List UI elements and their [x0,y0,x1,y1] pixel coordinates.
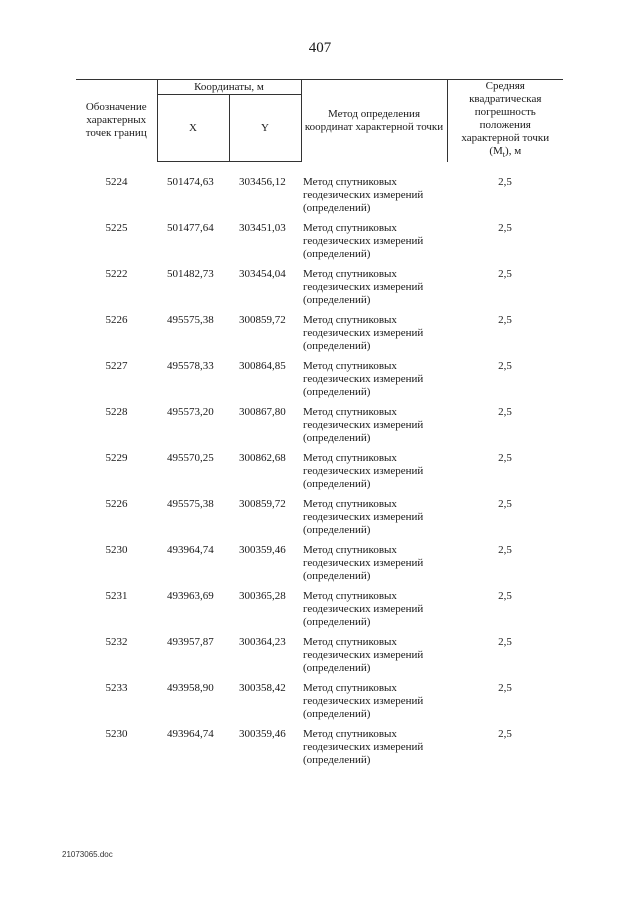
table-row [76,498,563,544]
table-row [76,268,563,314]
table-body [76,162,563,775]
cell-point: 5229 [105,452,128,464]
cell-x: 493957,87 [167,636,214,648]
cell-error: 2,5 [498,728,512,740]
cell-point: 5231 [105,590,128,602]
cell-method: Метод спутниковых геодезических измерений (определений) [303,636,424,674]
cell-method: Метод спутниковых геодезических измерений (определений) [303,452,424,490]
header-error-tail: ), м [505,145,522,158]
cell-y: 300358,42 [239,682,286,694]
table-row [76,728,563,774]
cell-method: Метод спутниковых геодезических измерений (определений) [303,406,424,444]
cell-x: 495578,33 [167,360,214,372]
header-error [447,80,563,162]
header-coordinates: Координаты, м [157,80,301,95]
cell-y: 300862,68 [239,452,286,464]
table-row [76,162,563,223]
cell-y: 303454,04 [239,268,286,280]
cell-x: 495575,38 [167,498,214,510]
header-error-main: Средняя квадратическая погрешность положения характерной точки (M [461,80,550,158]
cell-method: Метод спутниковых геодезических измерений (определений) [303,590,424,628]
cell-point: 5226 [105,314,128,326]
cell-x: 501474,63 [167,176,214,188]
header-method: Метод определения координат характерной точки [301,80,447,162]
cell-x: 493964,74 [167,544,214,556]
cell-point: 5222 [105,268,128,280]
cell-x: 501477,64 [167,222,214,234]
footer-filename: 21073065.doc [62,850,113,859]
table-row [76,636,563,682]
cell-method: Метод спутниковых геодезических измерений (определений) [303,314,424,352]
cell-error: 2,5 [498,498,512,510]
cell-error: 2,5 [498,544,512,556]
cell-method: Метод спутниковых геодезических измерений (определений) [303,728,424,766]
cell-point: 5226 [105,498,128,510]
cell-method: Метод спутниковых геодезических измерений (определений) [303,360,424,398]
table-row [76,406,563,452]
cell-x: 493963,69 [167,590,214,602]
table-row [76,682,563,728]
header-x: X [157,95,229,162]
cell-x: 501482,73 [167,268,214,280]
table-row [76,544,563,590]
cell-y: 300359,46 [239,544,286,556]
cell-point: 5227 [105,360,128,372]
cell-x: 495570,25 [167,452,214,464]
header-designation: Обозначение характерных точек границ [76,80,157,162]
cell-point: 5232 [105,636,128,648]
cell-method: Метод спутниковых геодезических измерений (определений) [303,544,424,582]
table-row [76,452,563,498]
cell-method: Метод спутниковых геодезических измерений (определений) [303,268,424,306]
cell-method: Метод спутниковых геодезических измерений (определений) [303,175,424,214]
cell-method: Метод спутниковых геодезических измерений (определений) [303,222,424,260]
cell-method: Метод спутниковых геодезических измерений (определений) [303,682,424,720]
cell-y: 300364,23 [239,636,286,648]
cell-y: 300864,85 [239,360,286,372]
cell-error: 2,5 [498,590,512,602]
cell-x: 493958,90 [167,682,214,694]
cell-error: 2,5 [498,222,512,234]
cell-error: 2,5 [498,682,512,694]
cell-method: Метод спутниковых геодезических измерений (определений) [303,498,424,536]
cell-point: 5224 [105,175,128,188]
cell-y: 303456,12 [239,176,286,188]
cell-y: 303451,03 [239,222,286,234]
cell-y: 300365,28 [239,590,286,602]
cell-y: 300859,72 [239,314,286,326]
table-header [76,80,563,162]
cell-error: 2,5 [498,406,512,418]
cell-error: 2,5 [498,175,512,188]
cell-x: 495573,20 [167,406,214,418]
cell-x: 495575,38 [167,314,214,326]
cell-error: 2,5 [498,360,512,372]
table-row [76,590,563,636]
cell-point: 5233 [105,682,128,694]
header-error-sub: t [502,150,506,160]
table-row [76,360,563,406]
cell-y: 300859,72 [239,498,286,510]
cell-point: 5230 [105,544,128,556]
cell-error: 2,5 [498,268,512,280]
cell-error: 2,5 [498,636,512,648]
cell-y: 300359,46 [239,728,286,740]
cell-y: 300867,80 [239,406,286,418]
cell-x: 493964,74 [167,728,214,740]
coordinates-table [76,79,563,774]
table-row [76,222,563,268]
page-number: 407 [308,40,332,56]
cell-point: 5230 [105,728,128,740]
cell-point: 5228 [105,406,128,418]
cell-point: 5225 [105,222,128,234]
cell-error: 2,5 [498,452,512,464]
cell-error: 2,5 [498,314,512,326]
table-row [76,314,563,360]
header-y: Y [229,95,301,162]
